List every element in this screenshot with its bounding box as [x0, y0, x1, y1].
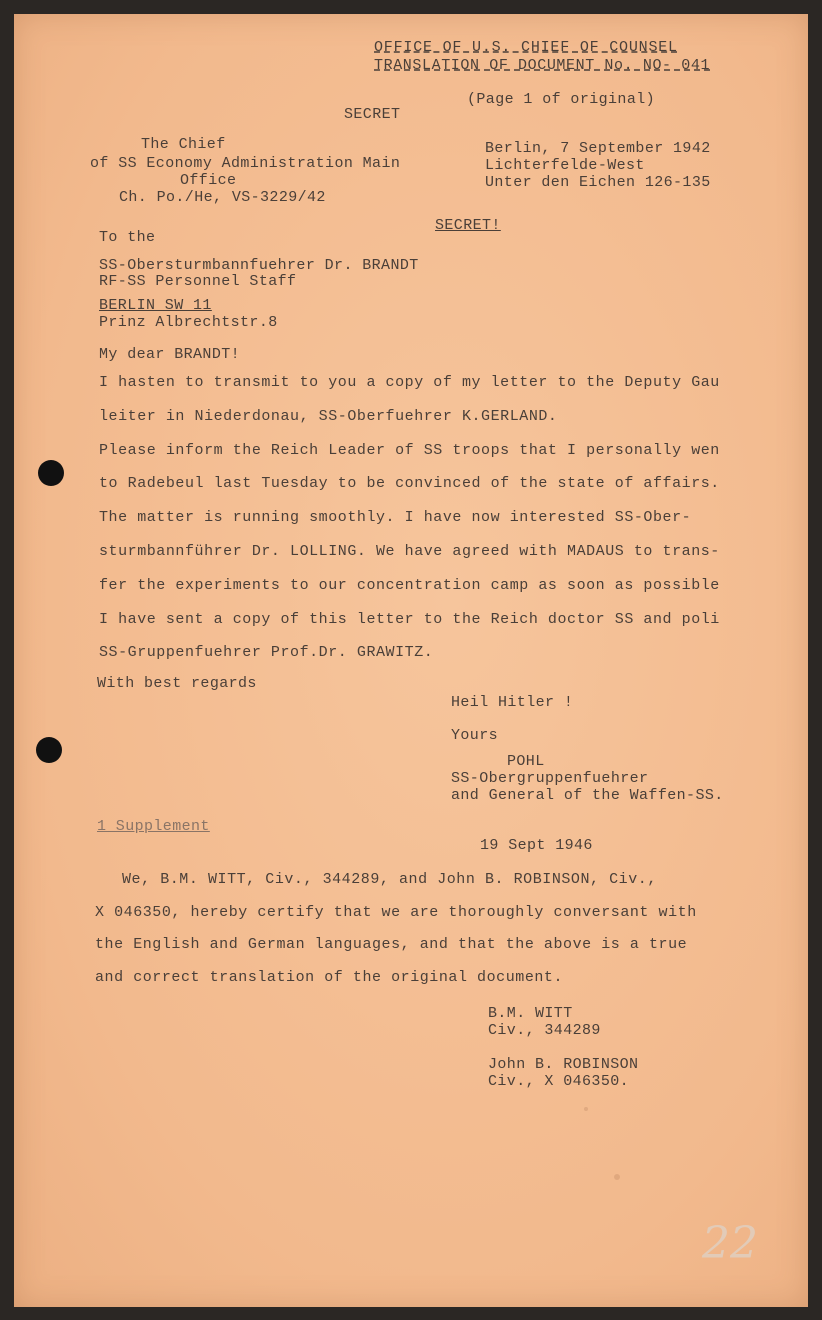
supplement-note: 1 Supplement	[97, 818, 210, 835]
letter-body-line: The matter is running smoothly. I have now interested SS-Ober-	[99, 509, 692, 526]
recipient-street: Prinz Albrechtstr.8	[99, 314, 278, 331]
page-note: (Page 1 of original)	[467, 91, 656, 108]
letter-body-line: leiter in Niederdonau, SS-Oberfuehrer K.GERLAND.	[99, 408, 558, 425]
certifier2-name: John B. ROBINSON	[488, 1056, 639, 1073]
punch-hole-top	[38, 460, 64, 486]
salutation: My dear BRANDT!	[99, 346, 241, 363]
letter-body-line: Please inform the Reich Leader of SS troops that I personally wen	[99, 442, 720, 459]
yours-line: Yours	[451, 727, 499, 744]
letter-body-line: I hasten to transmit to you a copy of my letter to the Deputy Gau	[99, 374, 720, 391]
dateline-line3: Unter den Eichen 126-135	[485, 174, 711, 191]
punch-hole-bottom	[36, 737, 62, 763]
sender-line3: Office	[180, 172, 237, 189]
certification-line: We, B.M. WITT, Civ., 344289, and John B. ROBINSON, Civ.,	[122, 871, 657, 888]
letter-body-line: sturmbannführer Dr. LOLLING. We have agreed with MADAUS to trans-	[99, 543, 720, 560]
certifier1-id: Civ., 344289	[488, 1022, 601, 1039]
sender-line1: The Chief	[141, 136, 226, 153]
recipient-line3: RF-SS Personnel Staff	[99, 273, 297, 290]
letter-body-line: fer the experiments to our concentration camp as soon as possible	[99, 577, 720, 594]
certification-date: 19 Sept 1946	[480, 837, 593, 854]
certifier2-id: Civ., X 046350.	[488, 1073, 630, 1090]
dateline-line2: Lichterfelde-West	[485, 157, 645, 174]
handwritten-page-number: 22	[702, 1218, 758, 1269]
signer-rank1: SS-Obergruppenfuehrer	[451, 770, 649, 787]
letter-body-line: to Radebeul last Tuesday to be convinced of the state of affairs.	[99, 475, 720, 492]
closing: With best regards	[97, 675, 257, 692]
signer-rank2: and General of the Waffen-SS.	[451, 787, 724, 804]
document-page	[14, 14, 808, 1307]
recipient-line1: To the	[99, 229, 156, 246]
sender-line2: of SS Economy Administration Main	[90, 155, 401, 172]
certification-line: the English and German languages, and that the above is a true	[95, 936, 688, 953]
office-header-line1: OFFICE OF U.S. CHIEF OF COUNSEL	[374, 39, 678, 56]
letter-body-line: I have sent a copy of this letter to the Reich doctor SS and poli	[99, 611, 720, 628]
certification-line: X 046350, hereby certify that we are thoroughly conversant with	[95, 904, 697, 921]
office-header-line2: TRANSLATION OF DOCUMENT No. NO- 041	[374, 57, 711, 74]
secret-top: SECRET	[344, 106, 401, 123]
secret-underlined: SECRET!	[435, 217, 501, 234]
recipient-city: BERLIN SW 11	[99, 297, 212, 314]
recipient-line2: SS-Obersturmbannfuehrer Dr. BRANDT	[99, 257, 419, 274]
signer-name: POHL	[507, 753, 545, 770]
dateline-line1: Berlin, 7 September 1942	[485, 140, 711, 157]
certification-line: and correct translation of the original document.	[95, 969, 564, 986]
sender-reference: Ch. Po./He, VS-3229/42	[119, 189, 326, 206]
letter-body-line: SS-Gruppenfuehrer Prof.Dr. GRAWITZ.	[99, 644, 434, 661]
heil-line: Heil Hitler !	[451, 694, 574, 711]
certifier1-name: B.M. WITT	[488, 1005, 573, 1022]
